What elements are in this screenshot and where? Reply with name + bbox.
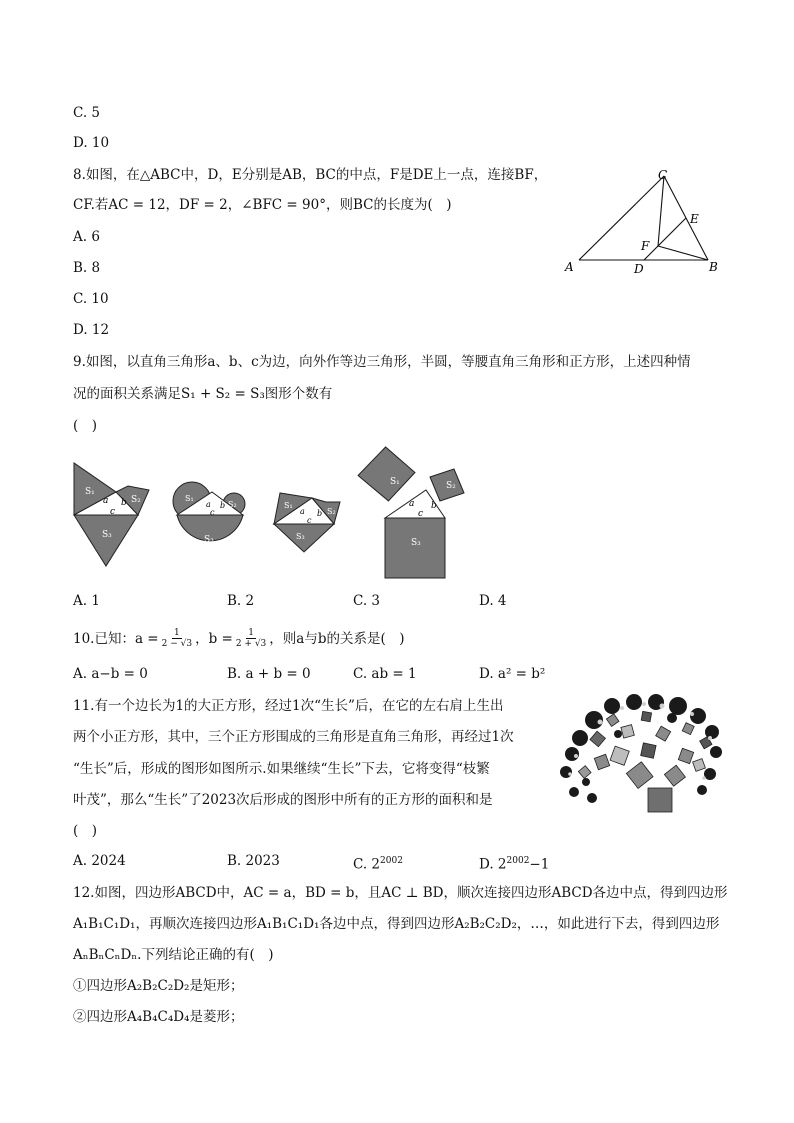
q10-fraction-a — [162, 628, 192, 649]
label-f: F — [641, 239, 650, 253]
q12-stem-line1: 12.如图，四边形ABCD中，AC = a，BD = b，且AC ⊥ BD，顺次连接四边形ABCD各边中点，得到四边形 — [73, 885, 728, 901]
branch-square — [578, 766, 591, 779]
side-c-label: c — [210, 508, 215, 517]
s1-label: S₁ — [390, 477, 400, 487]
square-s1 — [357, 446, 417, 503]
branch-square — [626, 762, 653, 789]
s2-label: S₂ — [327, 507, 336, 516]
branch-square — [682, 723, 694, 735]
side-a-label: a — [103, 496, 109, 506]
q9-figure-isosceles — [270, 488, 342, 556]
s2-label: S₂ — [131, 495, 141, 505]
q9-stem-line1: 9.如图，以直角三角形a、b、c为边，向外作等边三角形，半圆，等腰直角三角形和正方形，上述四种情 — [73, 354, 691, 370]
s2-label: S₂ — [446, 481, 456, 491]
q11-option-d-base: D. 2 — [479, 856, 507, 873]
q11-option-d — [479, 852, 549, 874]
q10-fraction-b — [236, 628, 266, 649]
q10-stem-mid: ，b = — [195, 630, 233, 647]
branch-square — [641, 711, 651, 721]
q10-stem — [73, 628, 405, 649]
q10-option-d: D. a² = b² — [479, 666, 546, 682]
q8-triangle-figure — [560, 164, 730, 282]
q12-item-2: ②四边形A₄B₄C₄D₄是菱形； — [73, 1009, 244, 1025]
branch-square — [606, 714, 619, 727]
branch-square — [621, 725, 634, 738]
side-a-label: a — [409, 499, 415, 509]
q11-option-c-exponent: 2002 — [380, 856, 403, 866]
s2-label: S₂ — [228, 500, 237, 509]
side-c-label: c — [307, 516, 312, 525]
q9-option-c: C. 3 — [353, 593, 381, 609]
q11-pythagoras-tree-figure — [552, 694, 724, 816]
label-c: C — [658, 168, 668, 182]
q7-option-c: C. 5 — [73, 105, 101, 121]
q10-option-a: A. a−b = 0 — [73, 666, 148, 682]
q9-option-b: B. 2 — [227, 593, 255, 609]
branch-square — [590, 731, 605, 746]
q11-option-c — [353, 852, 403, 874]
q8-option-a: A. 6 — [73, 229, 100, 245]
q11-stem-line4: 叶茂”，那么“生长”了2023次后形成的图形中所有的正方形的面积和是 — [73, 792, 493, 808]
q10-option-c: C. ab = 1 — [353, 666, 417, 682]
q7-option-d: D. 10 — [73, 135, 110, 151]
s1-label: S₁ — [85, 487, 95, 497]
q12-stem-line2: A₁B₁C₁D₁，再顺次连接四边形A₁B₁C₁D₁各边中点，得到四边形A₂B₂C₂D₂，…，如此进行下去，得到四边形 — [73, 916, 720, 932]
q8-option-c: C. 10 — [73, 291, 109, 307]
s3-label: S₃ — [102, 530, 112, 540]
q11-option-d-exponent: 2002 — [506, 856, 530, 866]
q9-figure-equilateral — [68, 458, 156, 570]
fraction-a-denominator: 2 − √3 — [161, 639, 193, 649]
q9-stem-line3: ( ) — [73, 418, 98, 434]
q11-option-b: B. 2023 — [227, 853, 280, 869]
segment-de — [644, 218, 686, 260]
s1-label: S₁ — [284, 501, 293, 510]
fraction-b-denominator: 2 + √3 — [235, 639, 267, 649]
q9-option-d: D. 4 — [479, 593, 507, 609]
q9-option-a: A. 1 — [73, 593, 100, 609]
q11-stem-line3: “生长”后，形成的图形如图所示.如果继续“生长”下去，它将变得“枝繁 — [73, 761, 490, 777]
q12-stem-line3: AₙBₙCₙDₙ.下列结论正确的有( ) — [73, 947, 274, 963]
s1-label: S₁ — [185, 494, 194, 503]
side-b-label: b — [220, 501, 226, 510]
s3-label: S₃ — [296, 532, 305, 541]
q11-stem-line2: 两个小正方形，其中，三个正方形围成的三角形是直角三角形，再经过1次 — [73, 729, 514, 745]
q12-item-1: ①四边形A₂B₂C₂D₂是矩形； — [73, 978, 244, 994]
square-s3 — [385, 518, 445, 578]
segment-cf — [658, 176, 664, 246]
side-c-label: c — [110, 507, 116, 517]
branch-square — [693, 759, 706, 772]
fraction-a-numerator: 1 — [173, 628, 180, 638]
q11-option-c-base: C. 2 — [353, 856, 381, 873]
branch-square — [664, 765, 685, 786]
label-a: A — [565, 260, 574, 274]
label-b: B — [709, 260, 718, 274]
side-a-label: a — [206, 500, 211, 509]
s3-label: S₃ — [411, 538, 421, 548]
q11-option-d-tail: −1 — [529, 856, 550, 873]
side-b-label: b — [317, 509, 323, 518]
q8-option-b: B. 8 — [73, 260, 101, 276]
branch-square — [594, 754, 609, 769]
q11-option-a: A. 2024 — [73, 853, 126, 869]
branch-square — [656, 726, 671, 741]
side-b-label: b — [121, 498, 127, 508]
segment-bf — [658, 246, 708, 260]
q10-option-b: B. a + b = 0 — [227, 666, 311, 682]
triangle-s3 — [74, 515, 138, 566]
q10-stem-prefix: 10.已知：a = — [73, 630, 159, 647]
side-b-label: b — [431, 501, 437, 511]
branch-square — [641, 743, 656, 758]
side-a-label: a — [300, 507, 305, 516]
label-e: E — [690, 212, 699, 226]
s3-label: S₃ — [204, 535, 214, 545]
q8-stem-line2: CF.若AC = 12，DF = 2，∠BFC = 90°，则BC的长度为( ) — [73, 197, 452, 213]
foliage-cluster — [560, 694, 722, 803]
q9-stem-line2: 况的面积关系满足S₁ + S₂ = S₃图形个数有 — [73, 386, 333, 402]
q11-stem-line1: 11.有一个边长为1的大正方形，经过1次“生长”后，在它的左右肩上生出 — [73, 698, 504, 714]
side-c-label: c — [418, 509, 424, 519]
q11-stem-line5: ( ) — [73, 823, 98, 839]
branch-square — [610, 746, 629, 765]
branch-square — [678, 748, 693, 763]
q8-stem-line1: 8.如图，在△ABC中，D，E分别是AB，BC的中点，F是DE上一点，连接BF， — [73, 167, 548, 183]
segment-ac — [579, 176, 664, 260]
q10-stem-suffix: ，则a与b的关系是( ) — [269, 630, 405, 647]
q9-figure-squares — [354, 444, 476, 580]
label-d: D — [634, 262, 644, 276]
q8-option-d: D. 12 — [73, 322, 110, 338]
trunk-square — [648, 788, 672, 812]
fraction-b-numerator: 1 — [248, 628, 254, 638]
q9-figure-semicircle — [170, 478, 250, 560]
